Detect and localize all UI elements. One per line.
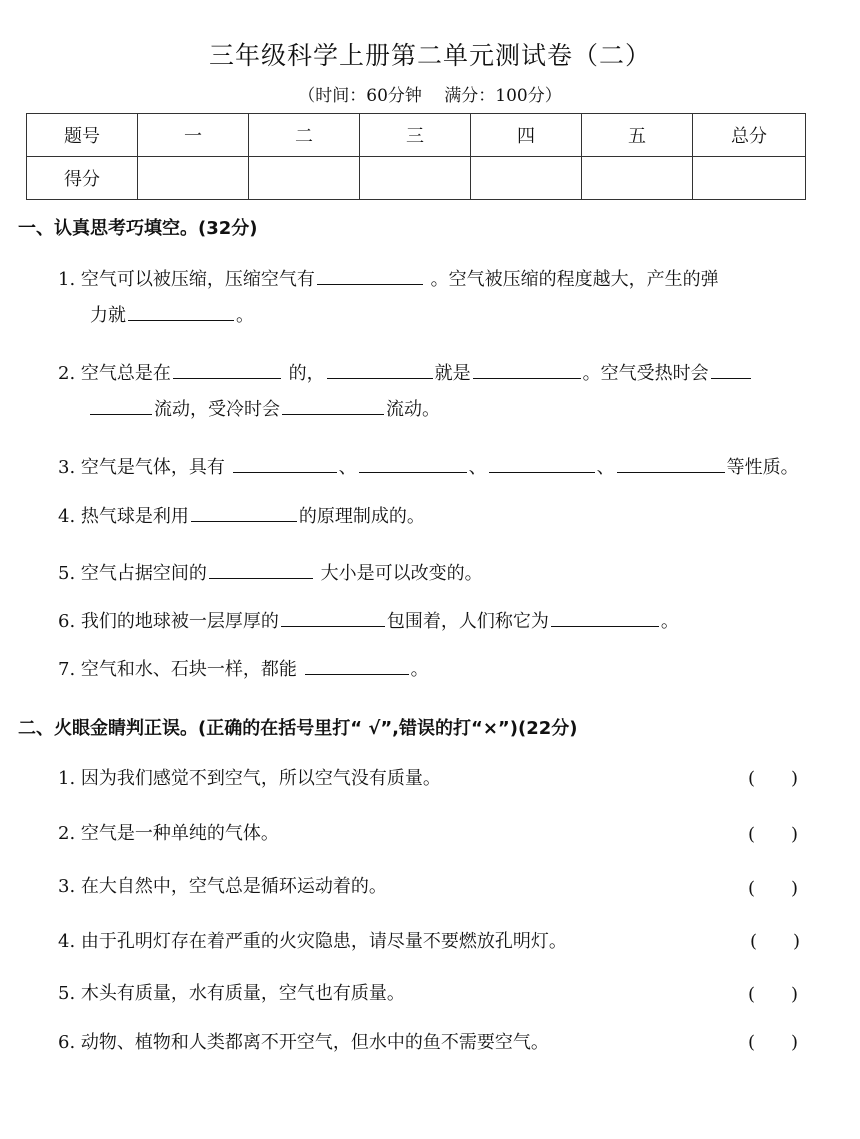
score-header-cell: 一 [138,114,249,157]
question-text: 的， [288,363,325,384]
section-1-heading: 一、认真思考巧填空。(32分) [18,218,258,239]
score-header-cell: 二 [249,114,360,157]
answer-blank[interactable] [191,501,297,522]
question-separator: 、 [468,457,487,478]
answer-blank[interactable] [233,452,337,473]
score-header-cell: 五 [582,114,693,157]
score-header-cell: 总分 [693,114,806,157]
answer-blank[interactable] [327,358,433,379]
section-2-heading: 二、火眼金睛判正误。(正确的在括号里打“ √”,错误的打“×”)(22分) [18,718,578,739]
answer-parentheses[interactable]: ( ) [748,984,799,1005]
page-subtitle: （时间：60分钟 满分：100分） [298,86,562,106]
answer-blank[interactable] [281,606,385,627]
score-cell[interactable] [360,157,471,200]
question-text: 1. 空气可以被压缩，压缩空气有 [58,269,315,290]
question-text: 力就 [90,305,126,326]
score-cell[interactable] [249,157,360,200]
answer-parentheses[interactable]: ( ) [750,931,801,952]
answer-blank[interactable] [359,452,467,473]
question-text: 大小是可以改变的。 [320,563,483,584]
answer-blank[interactable] [617,452,725,473]
answer-blank[interactable] [128,300,234,321]
score-row-label: 得分 [27,157,138,200]
fill-question-1-cont [90,298,254,334]
question-text: 7. 空气和水、石块一样，都能 [58,659,297,680]
score-table-score-row [27,157,806,200]
score-header-cell: 四 [471,114,582,157]
question-separator: 、 [338,457,357,478]
score-table [26,113,806,200]
answer-blank[interactable] [209,558,313,579]
fill-question-6 [58,604,679,640]
judge-question-1: 1. 因为我们感觉不到空气，所以空气没有质量。 [58,768,441,789]
answer-blank[interactable] [305,654,409,675]
score-header-cell: 三 [360,114,471,157]
answer-blank[interactable] [473,358,581,379]
question-text: 流动，受冷时会 [154,399,280,420]
judge-question-6: 6. 动物、植物和人类都离不开空气，但水中的鱼不需要空气。 [58,1032,549,1053]
score-cell[interactable] [693,157,806,200]
question-text: 等性质。 [726,457,799,478]
judge-question-5: 5. 木头有质量，水有质量，空气也有质量。 [58,983,405,1004]
question-text: 。空气受热时会 [582,363,709,384]
question-text: 。 [410,659,429,680]
fill-question-2 [58,356,753,392]
question-text: 5. 空气占据空间的 [58,563,207,584]
answer-blank[interactable] [551,606,659,627]
answer-blank[interactable] [489,452,595,473]
score-cell[interactable] [471,157,582,200]
fill-question-7 [58,652,429,688]
judge-question-4: 4. 由于孔明灯存在着严重的火灾隐患，请尽量不要燃放孔明灯。 [58,931,567,952]
question-text: 。空气被压缩的程度越大，产生的弹 [430,269,719,290]
score-table-header-row [27,114,806,157]
answer-parentheses[interactable]: ( ) [748,824,799,845]
answer-blank[interactable] [90,394,152,415]
question-text: 的原理制成的。 [298,506,425,527]
question-text: 4. 热气球是利用 [58,506,189,527]
fill-question-4 [58,499,425,535]
answer-blank[interactable] [173,358,281,379]
answer-parentheses[interactable]: ( ) [748,768,799,789]
judge-question-2: 2. 空气是一种单纯的气体。 [58,823,279,844]
fill-question-3 [58,450,799,486]
score-cell[interactable] [138,157,249,200]
answer-parentheses[interactable]: ( ) [748,1032,799,1053]
fill-question-5 [58,556,483,592]
answer-blank[interactable] [711,358,751,379]
page-title: 三年级科学上册第二单元测试卷（二） [208,41,651,70]
judge-question-3: 3. 在大自然中，空气总是循环运动着的。 [58,876,387,897]
answer-blank[interactable] [282,394,384,415]
score-cell[interactable] [582,157,693,200]
question-text: 。 [660,611,679,632]
question-text: 2. 空气总是在 [58,363,171,384]
fill-question-1 [58,262,719,298]
answer-parentheses[interactable]: ( ) [748,878,799,899]
question-text: 就是 [434,363,471,384]
question-text: 流动。 [386,399,440,420]
question-text: 。 [236,305,254,326]
question-text: 3. 空气是气体，具有 [58,457,225,478]
answer-blank[interactable] [317,264,423,285]
question-separator: 、 [596,457,615,478]
question-text: 6. 我们的地球被一层厚厚的 [58,611,279,632]
question-text: 包围着，人们称它为 [386,611,549,632]
fill-question-2-cont [88,392,440,428]
score-header-cell: 题号 [27,114,138,157]
